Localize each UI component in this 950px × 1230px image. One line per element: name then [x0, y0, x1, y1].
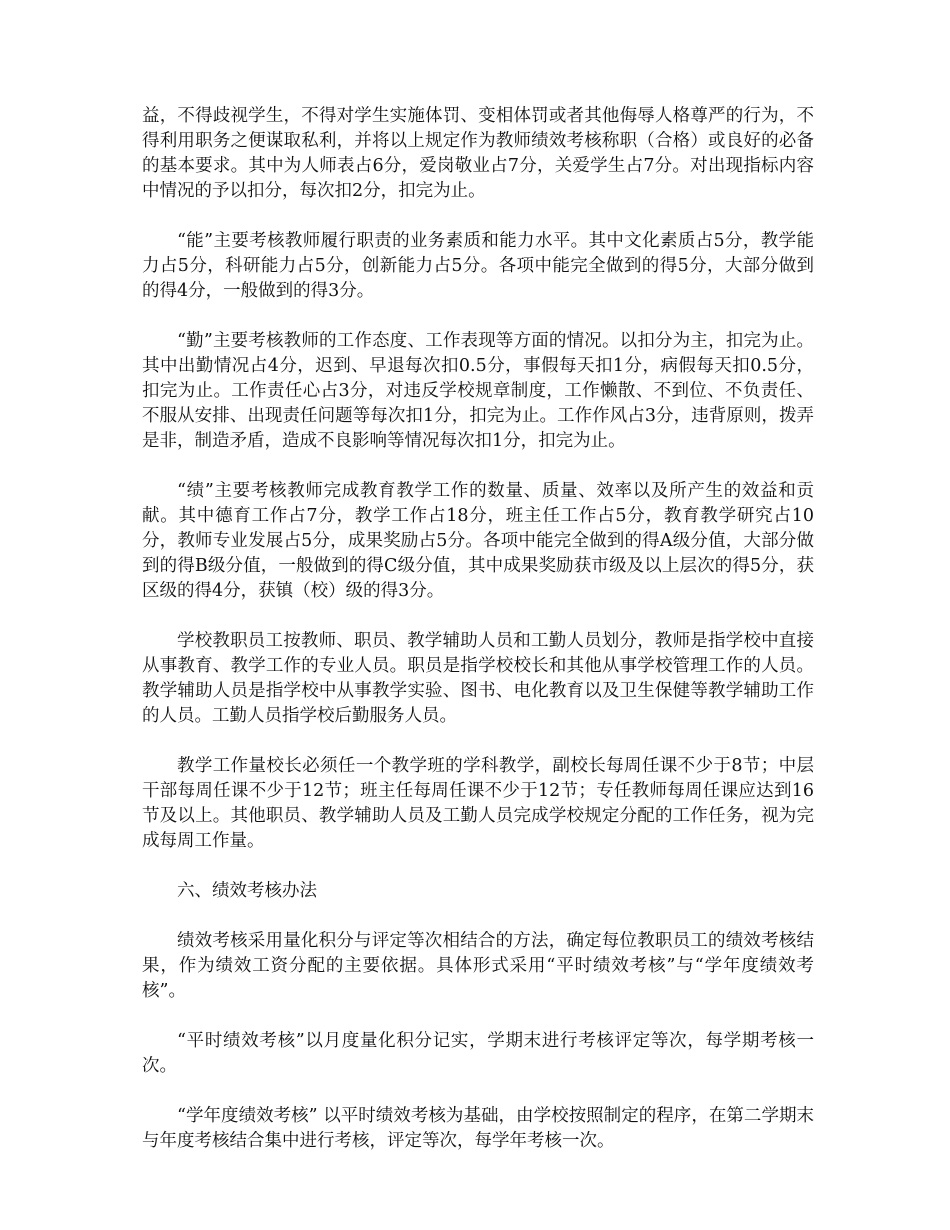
- paragraph-performance: “绩”主要考核教师完成教育教学工作的数量、质量、效率以及所产生的效益和贡献。其中德育工作占7分，教学工作占18分，班主任工作占5分，教育教学研究占10分，教师专业发展占5分，成果奖励占5分。各项中能完全做到的得A级分值，大部分做到的得B级分值，一般做到的得C级分值，其中成果奖励获市级及以上层次的得5分，获区级的得4分，获镇（校）级的得3分。: [142, 481, 814, 601]
- paragraph-staff-categories: 学校教职员工按教师、职员、教学辅助人员和工勤人员划分，教师是指学校中直接从事教育、教学工作的专业人员。职员是指学校校长和其他从事学校管理工作的人员。教学辅助人员是指学校中从事教学实验、图书、电化教育以及卫生保健等教学辅助工作的人员。工勤人员指学校后勤服务人员。: [142, 631, 814, 726]
- paragraph-diligence: “勤”主要考核教师的工作态度、工作表现等方面的情况。以扣分为主，扣完为止。其中出勤情况占4分，迟到、早退每次扣0.5分，事假每天扣1分，病假每天扣0.5分，扣完为止。工作责任心占3分，对违反学校规章制度，工作懒散、不到位、不负责任、不服从安排、出现责任问题等每次扣1分，扣完为止。工作作风占3分，违背原则，拨弄是非，制造矛盾，造成不良影响等情况每次扣1分，扣完为止。: [142, 331, 814, 451]
- paragraph-annual-assessment: “学年度绩效考核” 以平时绩效考核为基础，由学校按照制定的程序，在第二学期末与年度考核结合集中进行考核，评定等次，每学年考核一次。: [142, 1106, 814, 1151]
- paragraph-regular-assessment: “平时绩效考核”以月度量化积分记实，学期末进行考核评定等次，每学期考核一次。: [142, 1031, 814, 1076]
- paragraph-assessment-method: 绩效考核采用量化积分与评定等次相结合的方法，确定每位教职员工的绩效考核结果，作为绩效工资分配的主要依据。具体形式采用“平时绩效考核”与“学年度绩效考核”。: [142, 931, 814, 1001]
- paragraph-ethics-continued: 益，不得歧视学生，不得对学生实施体罚、变相体罚或者其他侮辱人格尊严的行为，不得利用职务之便谋取私利，并将以上规定作为教师绩效考核称职（合格）或良好的必备的基本要求。其中为人师表占6分，爱岗敬业占7分，关爱学生占7分。对出现指标内容中情况的予以扣分，每次扣2分，扣完为止。: [142, 106, 814, 201]
- section-heading-assessment-method: 六、绩效考核办法: [177, 881, 317, 901]
- document-page: [142, 104, 814, 1179]
- paragraph-ability: “能”主要考核教师履行职责的业务素质和能力水平。其中文化素质占5分，教学能力占5分，科研能力占5分，创新能力占5分。各项中能完全做到的得5分，大部分做到的得4分，一般做到的得3分。: [142, 231, 814, 301]
- paragraph-workload: 教学工作量校长必须任一个教学班的学科教学，副校长每周任课不少于8节；中层干部每周任课不少于12节；班主任每周任课不少于12节；专任教师每周任课应达到16节及以上。其他职员、教学辅助人员及工勤人员完成学校规定分配的工作任务，视为完成每周工作量。: [142, 756, 814, 851]
